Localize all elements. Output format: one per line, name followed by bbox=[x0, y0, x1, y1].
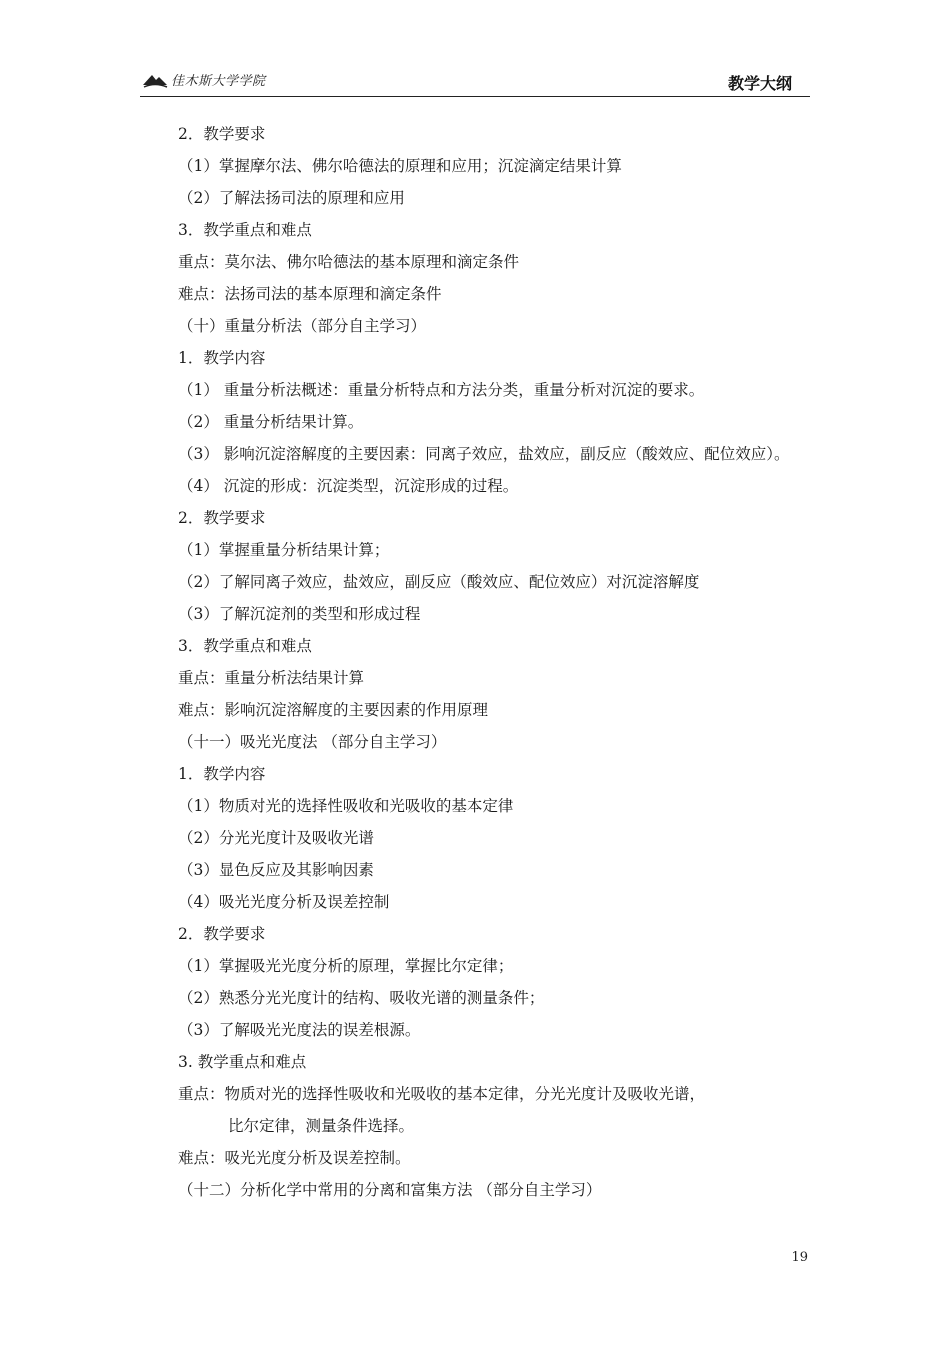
text-line: （2）熟悉分光光度计的结构、吸收光谱的测量条件； bbox=[178, 989, 545, 1007]
text-line: （4） 沉淀的形成：沉淀类型，沉淀形成的过程。 bbox=[178, 477, 519, 495]
text-line: 3. 教学重点和难点 bbox=[178, 1053, 307, 1071]
text-line: 3．教学重点和难点 bbox=[178, 637, 312, 655]
logo-emblem-icon bbox=[142, 72, 168, 88]
text-line: 2．教学要求 bbox=[178, 509, 266, 527]
text-line: 2．教学要求 bbox=[178, 925, 266, 943]
text-line: 重点：物质对光的选择性吸收和光吸收的基本定律，分光光度计及吸收光谱， bbox=[178, 1085, 706, 1103]
text-line: （1）物质对光的选择性吸收和光吸收的基本定律 bbox=[178, 797, 514, 815]
text-line: （2）了解法扬司法的原理和应用 bbox=[178, 189, 405, 207]
page-header bbox=[140, 66, 810, 97]
header-title: 教学大纲 bbox=[727, 74, 792, 93]
section-heading: （十一）吸光光度法 （部分自主学习） bbox=[178, 733, 447, 751]
text-line: （1）掌握重量分析结果计算； bbox=[178, 541, 390, 559]
text-line: 难点：影响沉淀溶解度的主要因素的作用原理 bbox=[178, 701, 489, 719]
text-line: （2） 重量分析结果计算。 bbox=[178, 413, 364, 431]
university-logo bbox=[142, 70, 266, 89]
section-heading: （十）重量分析法（部分自主学习） bbox=[178, 317, 427, 335]
text-line: （3）显色反应及其影响因素 bbox=[178, 861, 374, 879]
text-line: 难点：法扬司法的基本原理和滴定条件 bbox=[178, 285, 442, 303]
text-line: 重点：重量分析法结果计算 bbox=[178, 669, 365, 687]
text-line: （3）了解沉淀剂的类型和形成过程 bbox=[178, 605, 421, 623]
document-body bbox=[178, 122, 828, 1210]
text-line: 1．教学内容 bbox=[178, 349, 266, 367]
text-line: （4）吸光光度分析及误差控制 bbox=[178, 893, 390, 911]
section-heading: （十二）分析化学中常用的分离和富集方法 （部分自主学习） bbox=[178, 1181, 602, 1199]
text-line: 难点：吸光光度分析及误差控制。 bbox=[178, 1149, 411, 1167]
text-line: 重点：莫尔法、佛尔哈德法的基本原理和滴定条件 bbox=[178, 253, 520, 271]
text-line: （3） 影响沉淀溶解度的主要因素：同离子效应，盐效应，副反应（酸效应、配位效应）。 bbox=[178, 445, 790, 463]
page-number: 19 bbox=[791, 1250, 808, 1265]
text-line: 2．教学要求 bbox=[178, 125, 266, 143]
text-line: （2）了解同离子效应，盐效应，副反应（酸效应、配位效应）对沉淀溶解度 bbox=[178, 573, 700, 591]
text-line: （1）掌握吸光光度分析的原理，掌握比尔定律； bbox=[178, 957, 514, 975]
text-line: 3．教学重点和难点 bbox=[178, 221, 312, 239]
logo-text: 佳木斯大学学院 bbox=[171, 74, 266, 89]
text-line: （3）了解吸光光度法的误差根源。 bbox=[178, 1021, 421, 1039]
text-line: （1） 重量分析法概述：重量分析特点和方法分类，重量分析对沉淀的要求。 bbox=[178, 381, 705, 399]
text-line: 1．教学内容 bbox=[178, 765, 266, 783]
text-line-indented: 比尔定律，测量条件选择。 bbox=[228, 1117, 415, 1135]
text-line: （2）分光光度计及吸收光谱 bbox=[178, 829, 374, 847]
text-line: （1）掌握摩尔法、佛尔哈德法的原理和应用；沉淀滴定结果计算 bbox=[178, 157, 622, 175]
